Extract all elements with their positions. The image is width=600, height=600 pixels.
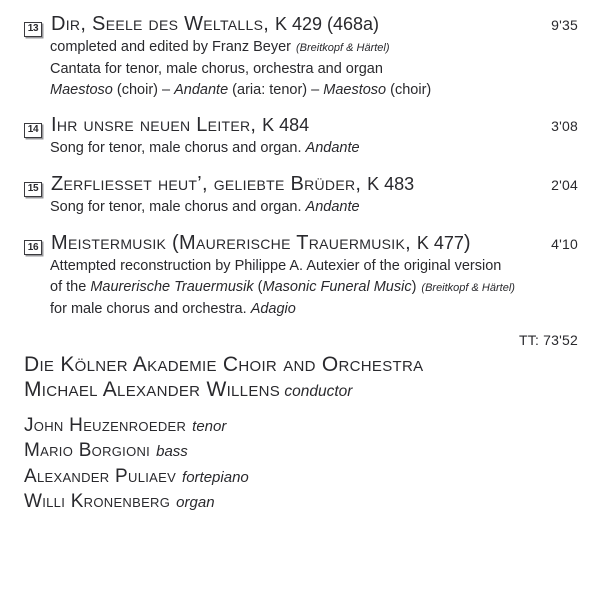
track-number-badge: 15 xyxy=(24,182,42,197)
track-title xyxy=(51,172,541,196)
performer-row xyxy=(24,465,578,491)
track-details xyxy=(50,37,578,100)
text-segment: Ihr unsre neuen Leiter, xyxy=(51,114,263,137)
performer-name: Alexander Puliaev xyxy=(24,465,177,487)
track-duration: 9'35 xyxy=(551,17,578,33)
performer-role: tenor xyxy=(192,417,227,435)
text-segment: (choir) xyxy=(386,81,432,98)
text-segment: K 484 xyxy=(262,115,310,136)
track-header xyxy=(24,172,578,197)
track-detail-line xyxy=(50,197,578,218)
text-segment: of the xyxy=(50,278,91,295)
track-item xyxy=(24,113,578,159)
text-segment: Adagio xyxy=(250,300,296,317)
text-segment: completed and edited by Franz Beyer xyxy=(50,39,291,55)
performer-name: Willi Kronenberg xyxy=(24,491,171,513)
text-segment: conductor xyxy=(280,382,353,400)
track-duration: 4'10 xyxy=(551,235,578,252)
performer-row xyxy=(24,439,578,465)
text-segment: Masonic Funeral Music xyxy=(262,278,412,295)
text-segment: Dir, Seele des Weltalls, xyxy=(51,13,275,35)
performer-role: fortepiano xyxy=(182,468,249,486)
text-segment: Michael Alexander Willens xyxy=(24,377,281,401)
text-segment: Attempted reconstruction by Philippe A. Autexier of the original version xyxy=(50,257,502,274)
text-segment: K 483 xyxy=(367,174,415,195)
performer-role: bass xyxy=(156,443,188,461)
text-segment: (Breitkopf & Härtel) xyxy=(421,281,515,294)
track-detail-line xyxy=(50,59,578,80)
track-title xyxy=(51,12,541,36)
track-number-badge: 14 xyxy=(24,123,42,138)
track-duration: 3'08 xyxy=(551,118,578,135)
text-segment: Maestoso xyxy=(50,81,113,98)
conductor-line xyxy=(24,378,578,405)
text-segment: K 429 (468a) xyxy=(274,14,380,34)
text-segment: Andante xyxy=(174,81,229,98)
text-segment: Andante xyxy=(305,199,360,216)
performer-row xyxy=(24,414,578,440)
text-segment: ) xyxy=(463,231,471,254)
ensemble-block xyxy=(24,353,578,404)
track-header xyxy=(24,12,578,37)
text-segment: ) xyxy=(411,278,417,295)
text-segment: (aria: tenor) – xyxy=(228,81,324,98)
track-duration: 2'04 xyxy=(551,177,578,194)
text-segment: Die Kölner Akademie Choir and Orchestra xyxy=(24,353,424,377)
track-item xyxy=(24,12,578,100)
performer-name: John Heuzenroeder xyxy=(24,414,187,436)
text-segment: for male chorus and orchestra. xyxy=(50,300,251,317)
ensemble-name xyxy=(24,353,578,378)
track-details xyxy=(50,197,578,218)
text-segment: Zerfliesset heut’, geliebte Brüder, xyxy=(51,173,368,196)
performer-row xyxy=(24,490,578,516)
track-item xyxy=(24,231,578,319)
text-segment: Cantata for tenor, male chorus, orchestra and organ xyxy=(50,60,383,77)
track-header xyxy=(24,231,578,256)
track-details xyxy=(50,138,578,159)
track-detail-line xyxy=(50,256,578,277)
text-segment: Maestoso xyxy=(323,81,387,98)
track-header xyxy=(24,113,578,138)
track-detail-line xyxy=(50,299,578,320)
track-number-badge: 16 xyxy=(24,240,42,255)
track-details xyxy=(50,256,578,319)
track-detail-line xyxy=(50,80,578,101)
track-detail-line xyxy=(50,37,578,59)
text-segment: Meistermusik (Maurerische Trauermusik, xyxy=(51,231,417,254)
performer-role: organ xyxy=(176,494,215,512)
track-item xyxy=(24,172,578,218)
track-number-badge: 13 xyxy=(24,22,42,37)
text-segment: Song for tenor, male chorus and organ. xyxy=(50,140,306,157)
text-segment: K 477 xyxy=(416,232,464,253)
text-segment: (choir) – xyxy=(112,81,175,98)
text-segment: (Breitkopf & Härtel) xyxy=(296,42,390,54)
text-segment: Andante xyxy=(305,140,360,157)
text-segment: ( xyxy=(253,278,263,295)
track-detail-line xyxy=(50,277,578,299)
performers-list xyxy=(24,414,578,516)
track-title xyxy=(51,113,541,137)
performer-name: Mario Borgioni xyxy=(24,440,151,462)
track-title xyxy=(51,231,541,255)
track-detail-line xyxy=(50,138,578,159)
text-segment: Song for tenor, male chorus and organ. xyxy=(50,199,306,216)
total-time: TT: 73'52 xyxy=(519,332,578,349)
text-segment: Maurerische Trauermusik xyxy=(90,278,254,295)
